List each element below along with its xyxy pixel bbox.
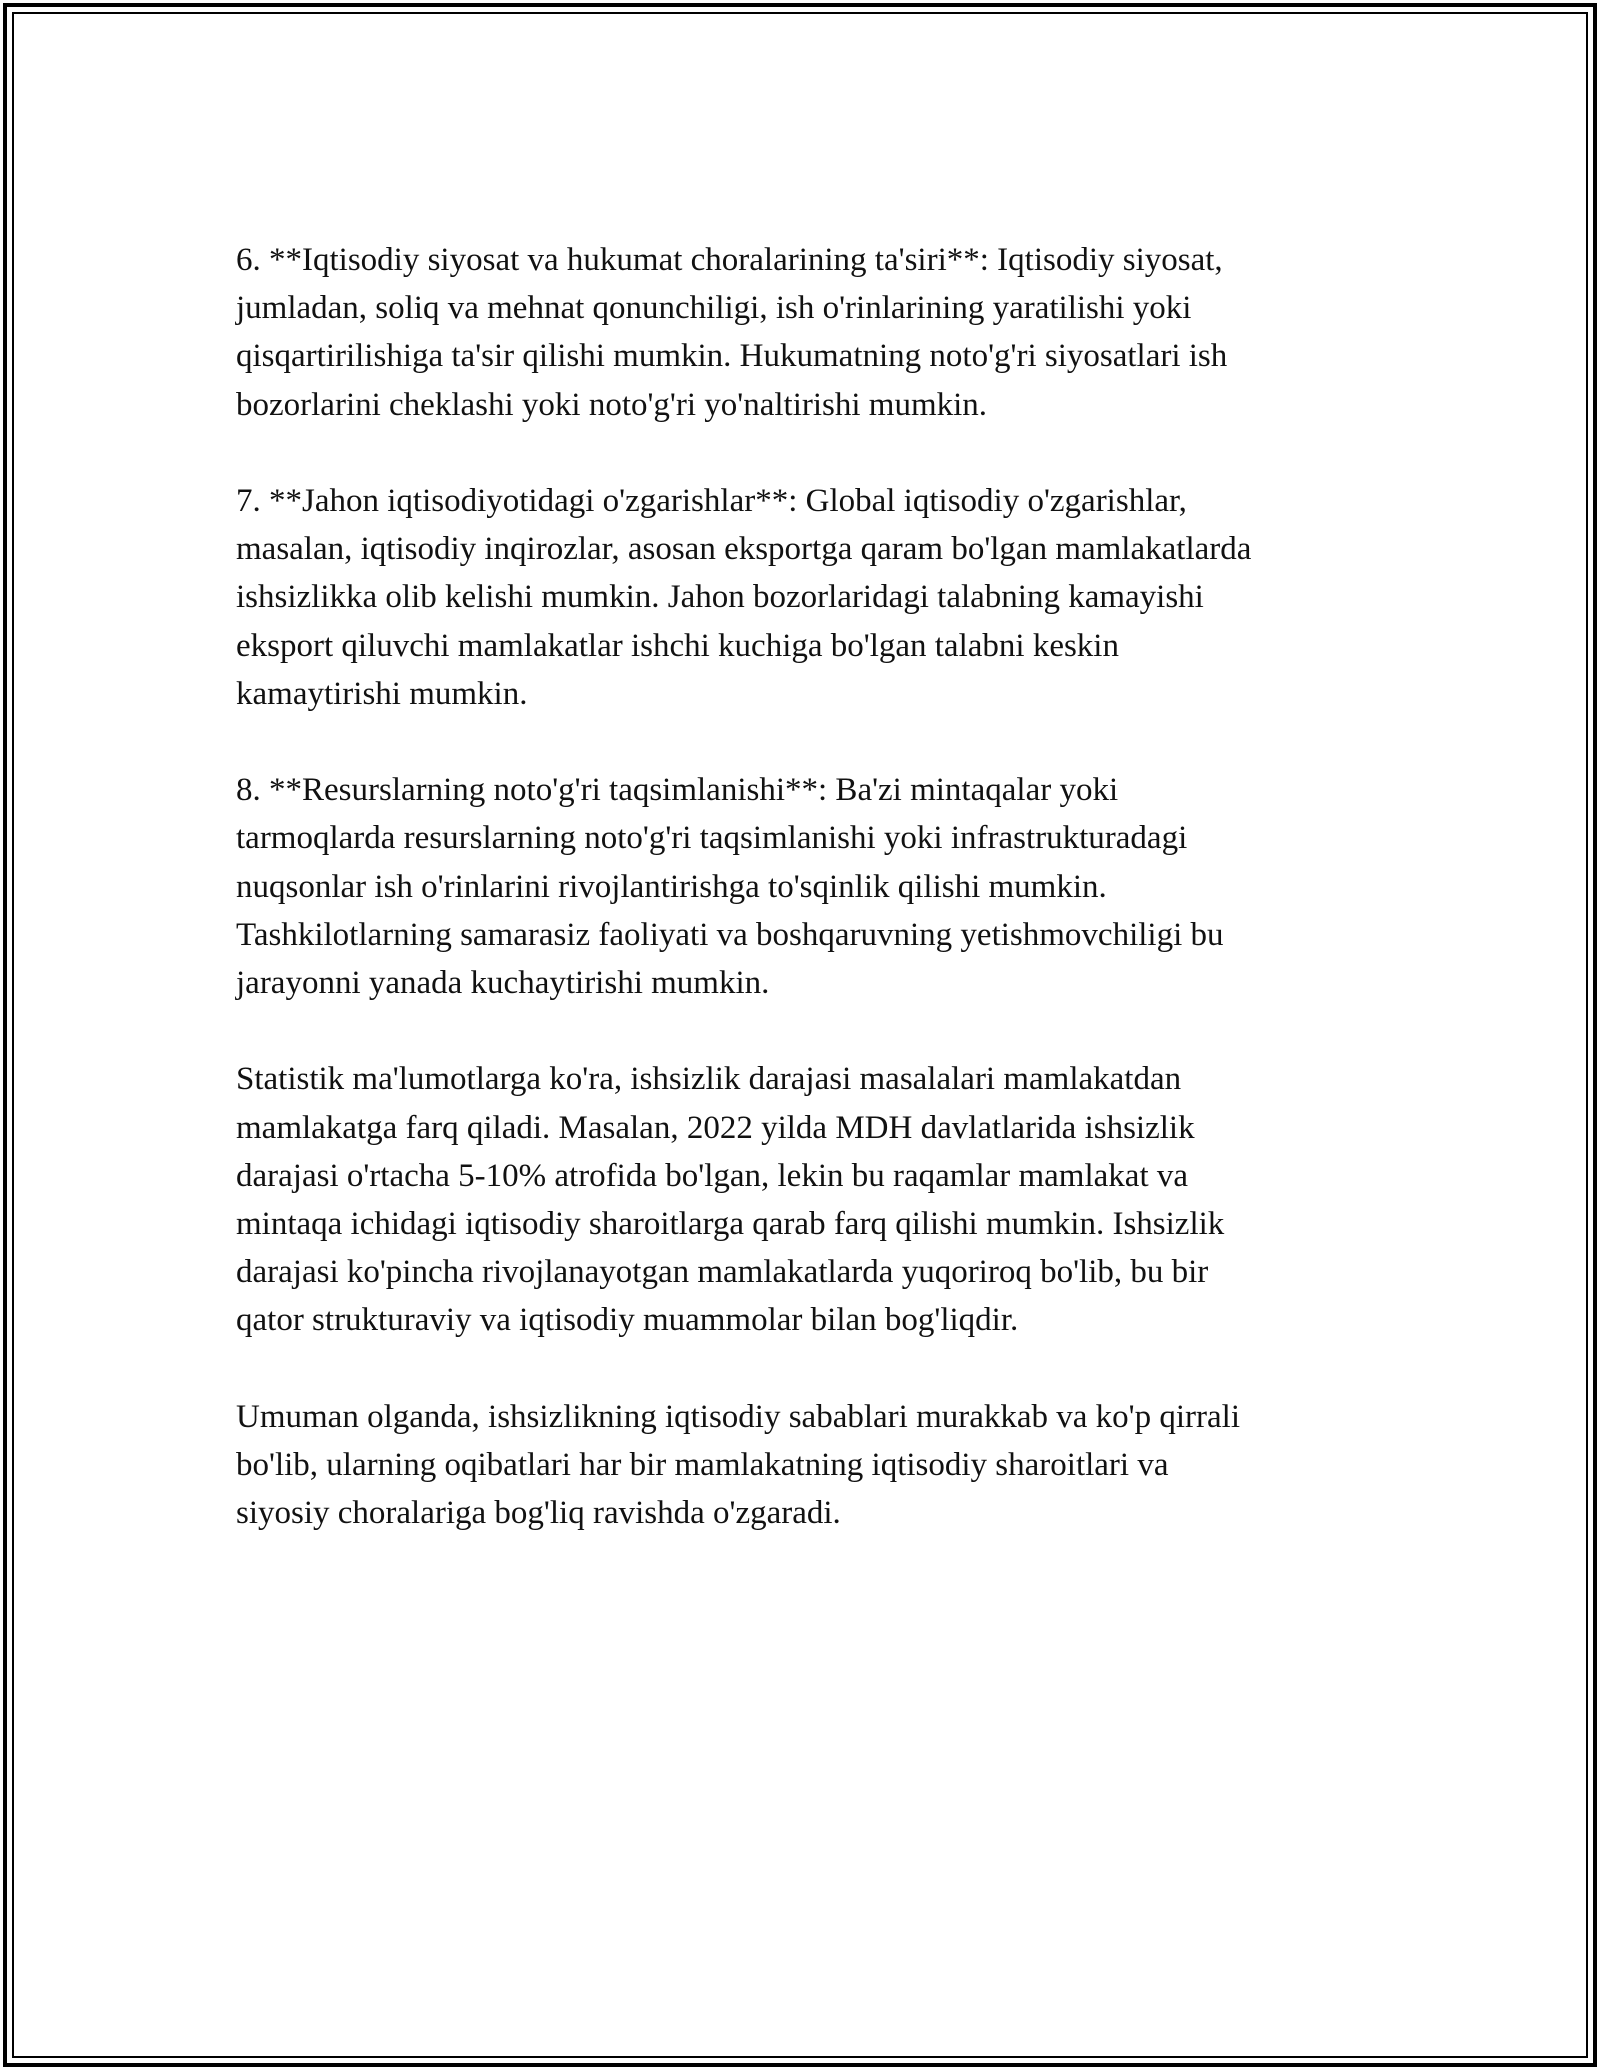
text-line: ishsizlikka olib kelishi mumkin. Jahon bozorlaridagi talabning kamayishi — [236, 579, 1204, 616]
text-line: masalan, iqtisodiy inqirozlar, asosan eksportga qaram bo'lgan mamlakatlarda — [236, 531, 1252, 568]
paragraph-conclusion — [236, 1393, 1376, 1538]
text-line: eksport qiluvchi mamlakatlar ishchi kuchiga bo'lgan talabni keskin — [236, 627, 1119, 664]
text-line: darajasi o'rtacha 5-10% atrofida bo'lgan, lekin bu raqamlar mamlakat va — [236, 1157, 1189, 1194]
text-line: qisqartirilishiga ta'sir qilishi mumkin. Hukumatning noto'g'ri siyosatlari ish — [236, 338, 1228, 375]
text-line: bozorlarini cheklashi yoki noto'g'ri yo'naltirishi mumkin. — [236, 386, 988, 423]
text-line: 7. **Jahon iqtisodiyotidagi o'zgarishlar**: Global iqtisodiy o'zgarishlar, — [236, 483, 1187, 519]
text-line: 6. **Iqtisodiy siyosat va hukumat choralarining ta'siri**: Iqtisodiy siyosat, — [236, 242, 1223, 278]
paragraph-statistics — [236, 1055, 1376, 1344]
text-line: darajasi ko'pincha rivojlanayotgan mamlakatlarda yuqoriroq bo'lib, bu bir — [236, 1254, 1209, 1291]
paragraph-global-economy — [236, 477, 1376, 718]
text-line: nuqsonlar ish o'rinlarini rivojlantirishga to'sqinlik qilishi mumkin. — [236, 868, 1107, 905]
paragraph-economic-policy — [236, 236, 1376, 429]
text-line: jumladan, soliq va mehnat qonunchiligi, ish o'rinlarining yaratilishi yoki — [236, 290, 1192, 327]
text-line: bo'lib, ularning oqibatlari har bir mamlakatning iqtisodiy sharoitlari va — [236, 1447, 1169, 1484]
text-line: Umuman olganda, ishsizlikning iqtisodiy sabablari murakkab va ko'p qirrali — [236, 1398, 1241, 1435]
paragraph-resource-allocation — [236, 766, 1376, 1007]
document-body — [236, 236, 1376, 1586]
text-line: siyosiy choralariga bog'liq ravishda o'zgaradi. — [236, 1495, 841, 1532]
text-line: mintaqa ichidagi iqtisodiy sharoitlarga qarab farq qilishi mumkin. Ishsizlik — [236, 1206, 1225, 1243]
text-line: Tashkilotlarning samarasiz faoliyati va boshqaruvning yetishmovchiligi bu — [236, 916, 1224, 953]
text-line: kamaytirishi mumkin. — [236, 675, 528, 712]
text-line: 8. **Resurslarning noto'g'ri taqsimlanishi**: Ba'zi mintaqalar yoki — [236, 772, 1119, 809]
text-line: jarayonni yanada kuchaytirishi mumkin. — [236, 965, 770, 1002]
text-line: qator strukturaviy va iqtisodiy muammolar bilan bog'liqdir. — [236, 1302, 1019, 1339]
text-line: mamlakatga farq qiladi. Masalan, 2022 yilda MDH davlatlarida ishsizlik — [236, 1109, 1195, 1146]
text-line: Statistik ma'lumotlarga ko'ra, ishsizlik darajasi masalalari mamlakatdan — [236, 1061, 1182, 1098]
text-line: tarmoqlarda resurslarning noto'g'ri taqsimlanishi yoki infrastrukturadagi — [236, 820, 1188, 857]
